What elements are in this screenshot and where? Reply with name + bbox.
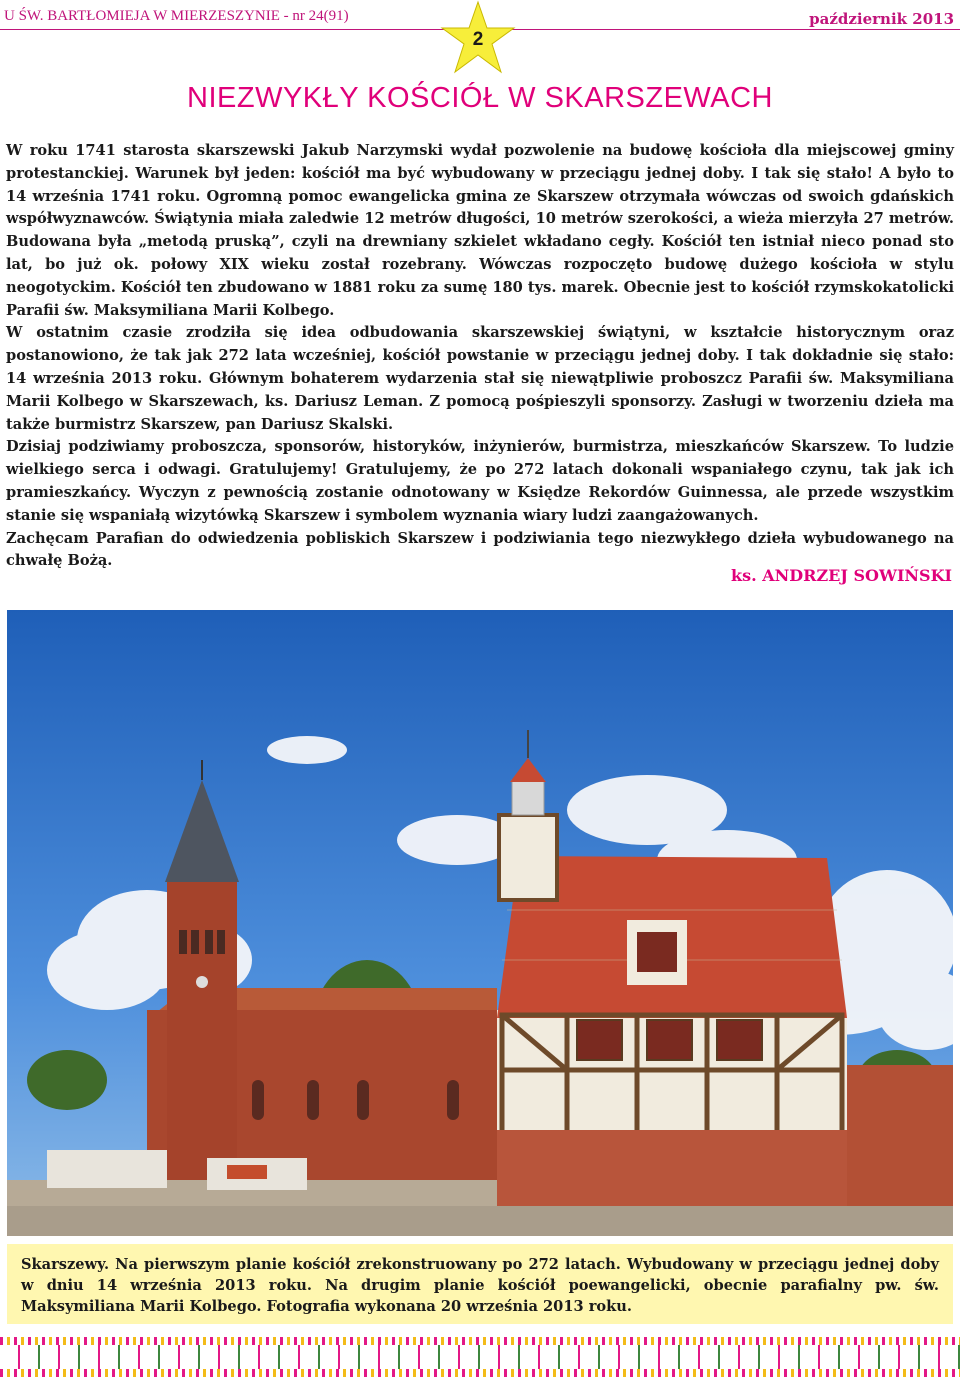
article-body [6, 140, 954, 573]
issue-date: październik 2013 [809, 10, 954, 28]
publication-name: U ŚW. BARTŁOMIEJA W MIERZESZYNIE - nr 24(91) [4, 8, 349, 24]
article-title: NIEZWYKŁY KOŚCIÓŁ W SKARSZEWACH [187, 82, 773, 114]
page-number-star [440, 0, 516, 76]
church-photo-illustration [7, 610, 953, 1236]
decorative-border [0, 1337, 960, 1377]
article-author: ks. ANDRZEJ SOWIŃSKI [731, 566, 952, 585]
page-number: 2 [472, 29, 484, 50]
article-paragraph: Zachęcam Parafian do odwiedzenia pobliskich Skarszew i podziwiania tego niezwykłego dzieła wybudowanego na chwałę Bożą. [6, 529, 954, 570]
page-header [0, 0, 960, 60]
church-photo [7, 610, 953, 1236]
photo-caption: Skarszewy. Na pierwszym planie kościół zrekonstruowany po 272 latach. Wybudowany w przeciągu jednej doby w dniu 14 września 2013 roku. Na drugim planie kościół poewangelicki, obecnie parafialny pw. św. Maksymiliana Marii Kolbego. Fotografia wykonana 20 września 2013 roku. [7, 1244, 953, 1324]
article-paragraph: Dzisiaj podziwiamy proboszcza, sponsorów, historyków, inżynierów, burmistrza, mieszkańców Skarszew. To ludzie wielkiego serca i odwagi. Gratulujemy! Gratulujemy, że po 272 latach dokonali wspaniałego czynu, tak jak ich pramieszkańcy. Wyczyn z pewnością zostanie odnotowany w Księdze Rekordów Guinnessa, ale przede wszystkim stanie się wspaniałą wizytówką Skarszew i symbolem wyznania wiary ludzi zaangażowanych. [6, 438, 954, 524]
article-paragraph: W ostatnim czasie zrodziła się idea odbudowania skarszewskiej świątyni, w kształcie historycznym oraz postanowiono, że tak jak 272 lata wcześniej, kościół powstanie w przeciągu jednej doby. I tak dokładnie się stało: 14 września 2013 roku. Głównym bohaterem wydarzenia stał się niewątpliwie proboszcz Parafii św. Maksymiliana Marii Kolbego w Skarszewach, ks. Dariusz Leman. Z pomocą pośpieszyli sponsorzy. Zasługi w tworzeniu dzieła ma także burmistrz Skarszew, pan Dariusz Skalski. [6, 324, 954, 433]
article-paragraph: W roku 1741 starosta skarszewski Jakub Narzymski wydał pozwolenie na budowę kościoła dla miejscowej gminy protestanckiej. Warunek był jeden: kościół ma być wybudowany w przeciągu jednej doby. I tak się stało! A było to 14 września 1741 roku. Ogromną pomoc ewangelicka gmina ze Skarszew otrzymała wówczas od swoich gdańskich współwyznawców. Świątynia miała zaledwie 12 metrów długości, 10 metrów szerokości, a wieża mierzyła 27 metrów. Budowana była „metodą pruską”, czyli na drewniany szkielet wkładano cegły. Kościół ten istniał nieco ponad sto lat, bo już ok. połowy XIX wieku został rozebrany. Wówczas rozpoczęto budowę dużego kościoła w stylu neogotyckim. Kościół ten zbudowano w 1881 roku za sumę 180 tys. marek. Obecnie jest to kościół rzymskokatolicki Parafii św. Maksymiliana Marii Kolbego. [6, 142, 954, 319]
